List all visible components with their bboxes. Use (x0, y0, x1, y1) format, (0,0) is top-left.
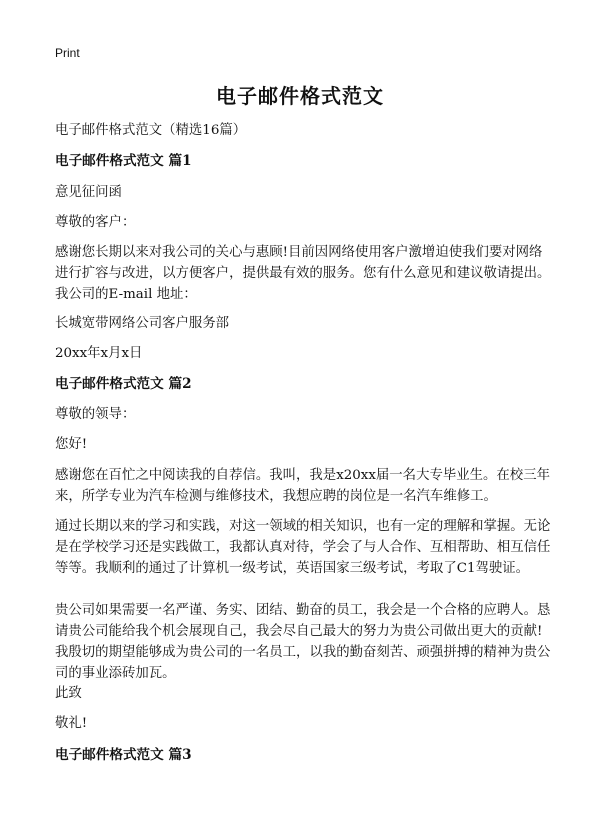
paragraph: 此致 (55, 686, 82, 701)
section-heading-3: 电子邮件格式范文 篇3 (55, 747, 192, 763)
paragraph: 感谢您长期以来对我公司的关心与惠顾!目前因网络使用客户激增迫使我们要对网络进行扩容与改进，以方便客户，提供最有效的服务。您有什么意见和建议敬请提出。我公司的E-mail 地址： (55, 245, 551, 302)
paragraph: 长城宽带网络公司客户服务部 (55, 316, 230, 331)
print-label: Print (55, 46, 80, 60)
paragraph: 敬礼! (55, 716, 88, 731)
section-heading-1: 电子邮件格式范文 篇1 (55, 153, 192, 169)
paragraph: 您好! (55, 437, 88, 452)
paragraph: 贵公司如果需要一名严谨、务实、团结、勤奋的员工，我会是一个合格的应聘人。恳请贵公司能给我个机会展现自己，我会尽自己最大的努力为贵公司做出更大的贡献!我殷切的期望能够成为贵公司的一名员工，以我的勤奋刻苦、顽强拼搏的精神为贵公司的事业添砖加瓦。 (55, 603, 551, 681)
paragraph: 20xx年x月x日 (55, 346, 143, 361)
paragraph: 通过长期以来的学习和实践，对这一领域的相关知识，也有一定的理解和掌握。无论是在学校学习还是实践做工，我都认真对待，学会了与人合作、互相帮助、相互信任等等。我顺利的通过了计算机一级考试，英语国家三级考试，考取了C1驾驶证。 (55, 519, 551, 576)
paragraph: 尊敬的客户： (55, 215, 136, 230)
paragraph: 尊敬的领导： (55, 407, 136, 422)
document-title: 电子邮件格式范文 (216, 84, 384, 108)
document-subtitle: 电子邮件格式范文（精选16篇） (55, 123, 247, 138)
section-heading-2: 电子邮件格式范文 篇2 (55, 376, 192, 392)
paragraph: 意见征问函 (55, 185, 122, 200)
paragraph: 感谢您在百忙之中阅读我的自荐信。我叫，我是x20xx届一名大专毕业生。在校三年来，所学专业为汽车检测与维修技术，我想应聘的岗位是一名汽车维修工。 (55, 468, 550, 504)
